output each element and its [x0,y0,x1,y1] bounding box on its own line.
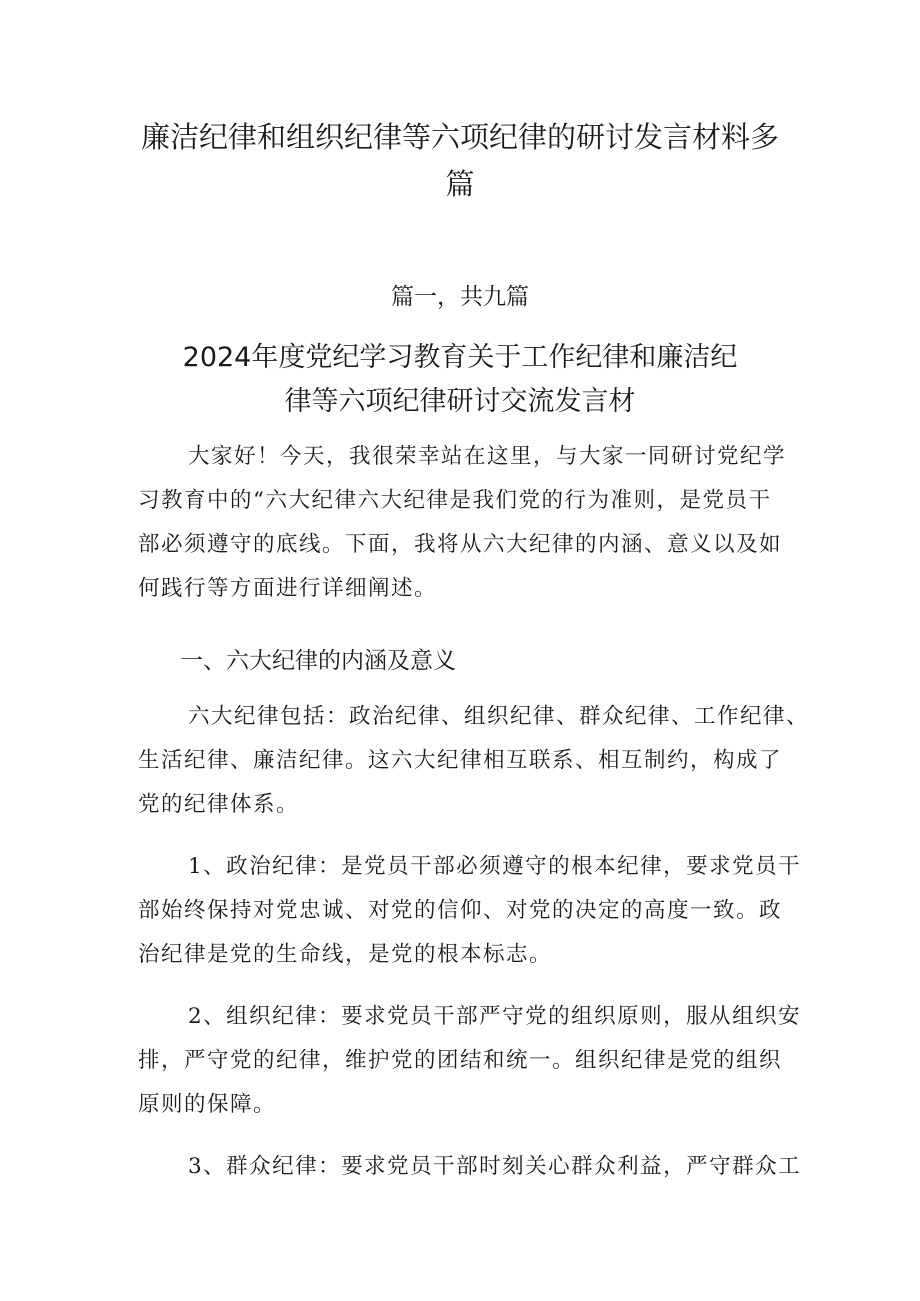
document-title-line-2: 篇 [445,167,475,201]
intro-line-3: 部必须遵守的底线。下面，我将从六大纪律的内涵、意义以及如 [138,532,783,557]
intro-line-4: 何践行等方面进行详细阐述。 [138,576,438,601]
item2-line-2: 排，严守党的纪律，维护党的团结和统一。组织纪律是党的组织 [138,1048,783,1073]
item3-line-1: 3、群众纪律：要求党员干部时刻关心群众利益，严守群众工 [188,1154,802,1179]
item1-line-2: 部始终保持对党忠诚、对党的信仰、对党的决定的高度一致。政 [138,898,783,923]
item1-line-3: 治纪律是党的生命线，是党的根本标志。 [138,942,553,967]
article-title-line-2: 律等六项纪律研讨交流发言材 [284,386,636,417]
document-title-line-1: 廉洁纪律和组织纪律等六项纪律的研讨发言材料多 [140,120,779,154]
intro-line-2: 习教育中的“六大纪律六大纪律是我们党的行为准则，是党员干 [138,488,772,513]
item2-line-3: 原则的保障。 [138,1092,277,1117]
item2-line-1: 2、组织纪律：要求党员干部严守党的组织原则，服从组织安 [188,1004,802,1029]
item1-line-1: 1、政治纪律：是党员干部必须遵守的根本纪律，要求党员干 [188,854,802,879]
section-heading-1: 一、六大纪律的内涵及意义 [180,648,456,674]
section1-line-2: 生活纪律、廉洁纪律。这六大纪律相互联系、相互制约，构成了 [138,748,783,773]
section1-line-3: 党的纪律体系。 [138,792,300,817]
intro-line-1: 大家好！今天，我很荣幸站在这里，与大家一同研讨党纪学 [188,444,787,469]
section1-line-1: 六大纪律包括：政治纪律、组织纪律、群众纪律、工作纪律、 [188,704,810,729]
document-subtitle: 篇一，共九篇 [391,284,529,310]
article-title-line-1: 2024年度党纪学习教育关于工作纪律和廉洁纪 [182,342,738,373]
